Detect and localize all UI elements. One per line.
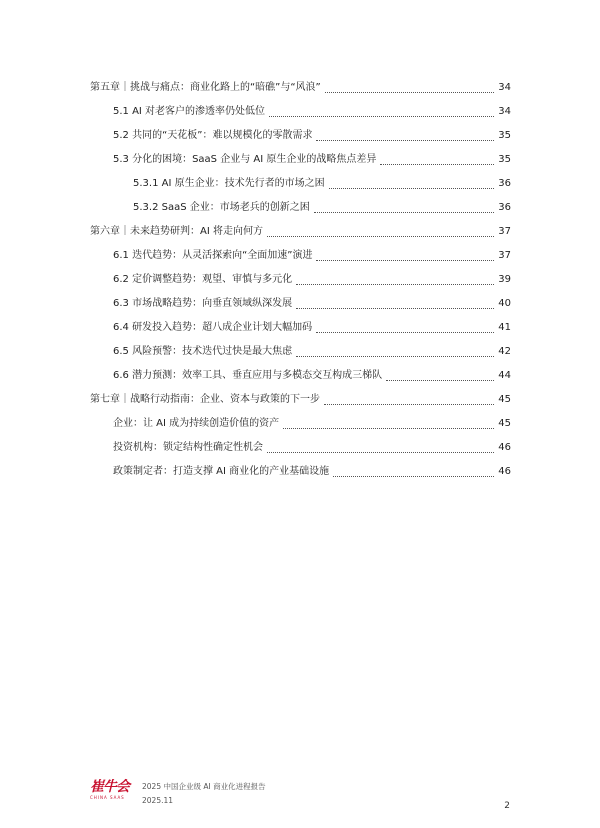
toc-leader-dots (316, 139, 494, 141)
toc-entry[interactable] (90, 460, 511, 484)
toc-entry[interactable] (90, 220, 511, 244)
toc-entry[interactable] (90, 76, 511, 100)
toc-entry-title: 5.3.1 AI 原生企业：技术先行者的市场之困 (133, 178, 325, 189)
toc-entry[interactable] (90, 124, 511, 148)
toc-entry[interactable] (90, 292, 511, 316)
toc-entry-page: 46 (498, 442, 511, 453)
toc-entry-page: 40 (498, 298, 511, 309)
toc-entry-title: 5.3 分化的困境：SaaS 企业与 AI 原生企业的战略焦点差异 (113, 154, 377, 165)
toc-entry-page: 41 (498, 322, 511, 333)
toc-entry[interactable] (90, 388, 511, 412)
toc-entry[interactable] (90, 340, 511, 364)
toc-entry-title: 6.6 潜力预测：效率工具、垂直应用与多模态交互构成三梯队 (113, 370, 383, 381)
toc-leader-dots (267, 451, 494, 453)
toc-leader-dots (325, 91, 494, 93)
toc-entry-title: 企业：让 AI 成为持续创造价值的资产 (113, 418, 280, 429)
toc-entry[interactable] (90, 244, 511, 268)
toc-entry[interactable] (90, 364, 511, 388)
toc-entry[interactable] (90, 172, 511, 196)
toc-leader-dots (269, 115, 494, 117)
toc-entry-title: 6.5 风险预警：技术迭代过快是最大焦虑 (113, 346, 293, 357)
toc-entry-title: 5.1 AI 对老客户的渗透率仍处低位 (113, 106, 266, 117)
toc-entry-title: 投资机构：锁定结构性确定性机会 (113, 442, 263, 453)
toc-entry-title: 6.4 研发投入趋势：超八成企业计划大幅加码 (113, 322, 313, 333)
toc-entry-page: 44 (498, 370, 511, 381)
toc-entry-page: 35 (498, 154, 511, 165)
toc-entry-page: 35 (498, 130, 511, 141)
toc-leader-dots (316, 331, 494, 333)
toc-entry-title: 5.3.2 SaaS 企业：市场老兵的创新之困 (133, 202, 310, 213)
toc-entry-page: 36 (498, 178, 511, 189)
toc-entry[interactable] (90, 100, 511, 124)
toc-entry-page: 34 (498, 82, 511, 93)
logo-text: 崔牛会 (90, 779, 129, 795)
toc-leader-dots (296, 283, 494, 285)
toc-leader-dots (296, 307, 494, 309)
toc-entry-page: 37 (498, 226, 511, 237)
toc-entry-page: 39 (498, 274, 511, 285)
toc-leader-dots (283, 427, 494, 429)
logo-subtext: CHINA SAAS (90, 795, 125, 800)
toc-entry-title: 第五章｜挑战与痛点：商业化路上的“暗礁”与“风浪” (90, 82, 321, 93)
toc-leader-dots (267, 235, 494, 237)
toc-entry-page: 45 (498, 394, 511, 405)
toc-entry-title: 第六章｜未来趋势研判：AI 将走向何方 (90, 226, 263, 237)
report-date: 2025.11 (142, 796, 174, 805)
toc-entry[interactable] (90, 316, 511, 340)
toc-entry-title: 政策制定者：打造支撑 AI 商业化的产业基础设施 (113, 466, 330, 477)
brand-logo (90, 779, 136, 801)
toc-entry-page: 45 (498, 418, 511, 429)
table-of-contents (90, 76, 511, 484)
page-number: 2 (504, 801, 510, 811)
toc-entry-title: 5.2 共同的“天花板”：难以规模化的零散需求 (113, 130, 313, 141)
toc-leader-dots (296, 355, 494, 357)
toc-leader-dots (329, 187, 494, 189)
toc-leader-dots (386, 379, 494, 381)
toc-leader-dots (314, 211, 494, 213)
toc-leader-dots (380, 163, 494, 165)
toc-entry-page: 46 (498, 466, 511, 477)
toc-entry[interactable] (90, 268, 511, 292)
toc-entry[interactable] (90, 148, 511, 172)
toc-entry-title: 6.2 定价调整趋势：观望、审慎与多元化 (113, 274, 293, 285)
toc-entry-title: 6.3 市场战略趋势：向垂直领域纵深发展 (113, 298, 293, 309)
toc-entry[interactable] (90, 436, 511, 460)
toc-entry[interactable] (90, 412, 511, 436)
toc-leader-dots (324, 403, 494, 405)
report-title: 2025 中国企业级 AI 商业化进程报告 (142, 782, 266, 791)
toc-entry[interactable] (90, 196, 511, 220)
toc-entry-page: 42 (498, 346, 511, 357)
toc-entry-title: 6.1 迭代趋势：从灵活探索向“全面加速”演进 (113, 250, 313, 261)
toc-entry-title: 第七章｜战略行动指南：企业、资本与政策的下一步 (90, 394, 320, 405)
toc-entry-page: 37 (498, 250, 511, 261)
toc-leader-dots (316, 259, 494, 261)
toc-entry-page: 34 (498, 106, 511, 117)
toc-leader-dots (333, 475, 494, 477)
toc-entry-page: 36 (498, 202, 511, 213)
